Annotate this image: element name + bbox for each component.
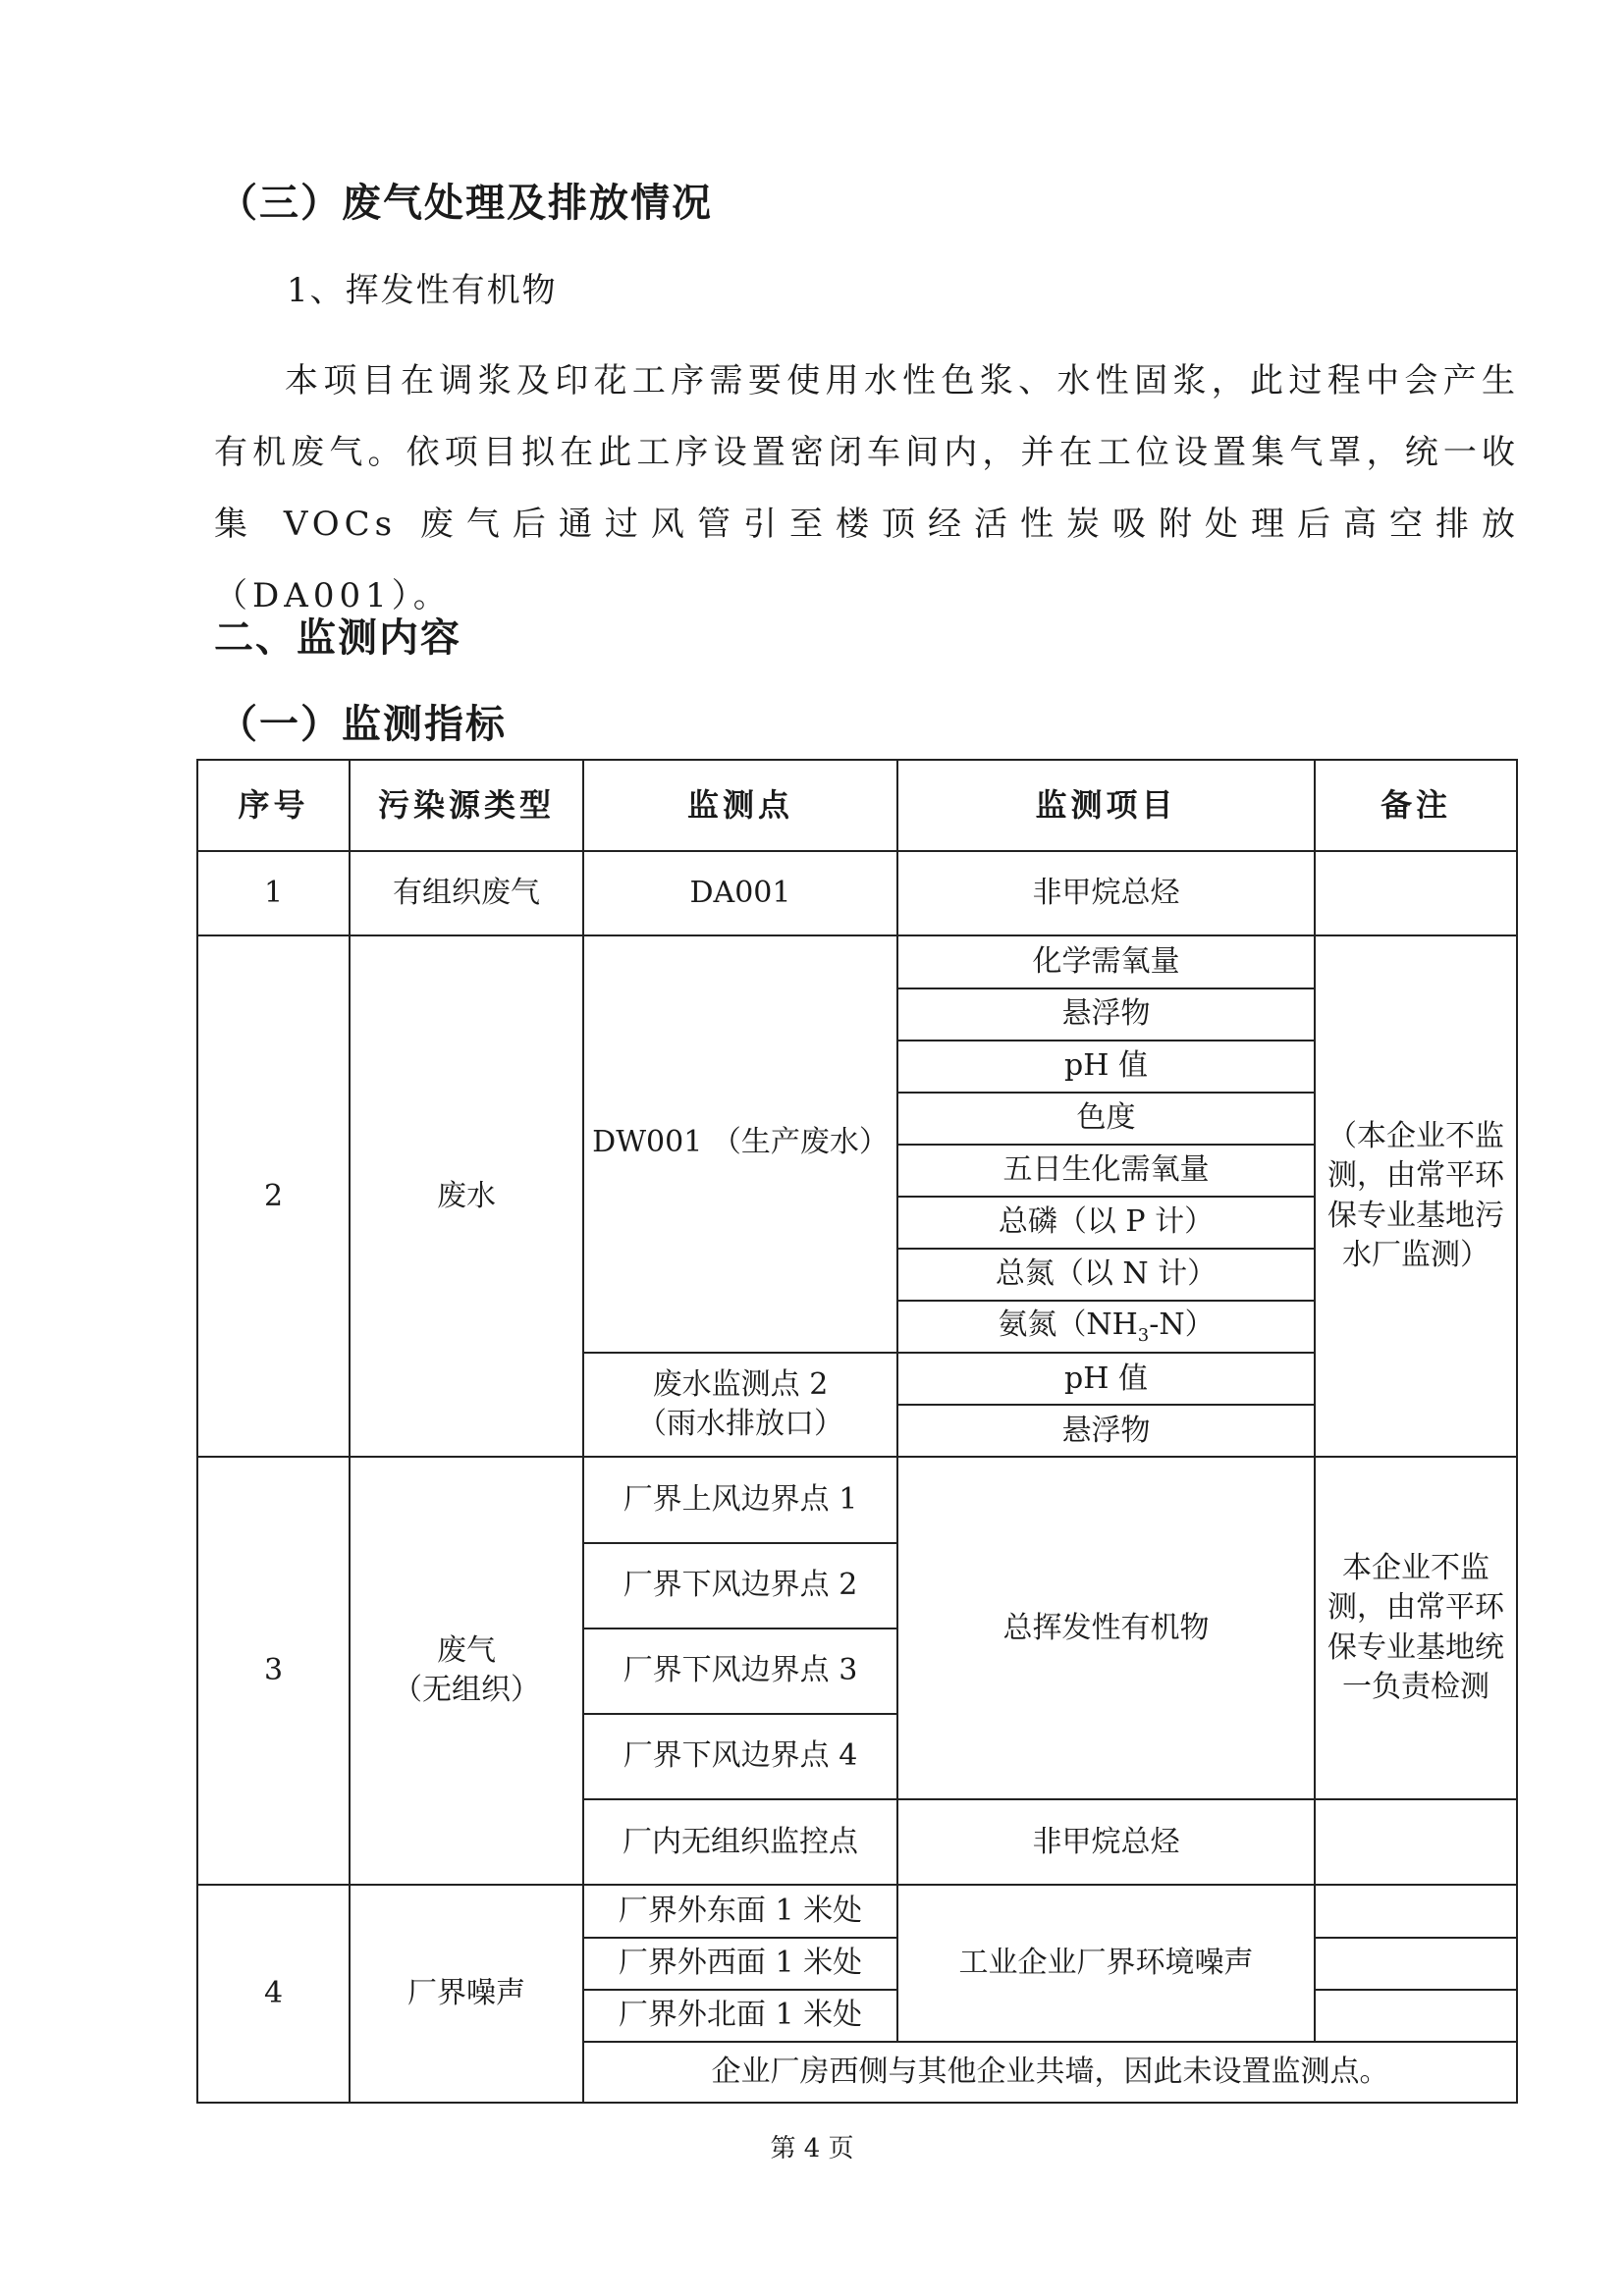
row2-item: 悬浮物 [897,988,1315,1041]
row2-item-ammonia [897,1301,1315,1353]
row3-point: 厂界上风边界点 1 [583,1457,897,1542]
row3-inner-note [1315,1799,1517,1885]
row4-remark: 企业厂房西侧与其他企业共墙，因此未设置监测点。 [583,2042,1517,2103]
table-row [197,935,1517,988]
row2-item: pH 值 [897,1353,1315,1405]
monitoring-heading: 二、监测内容 [214,615,461,661]
row3-type [350,1457,583,1885]
table-row [197,1885,1517,1937]
monitoring-table [196,759,1518,2104]
row1-note [1315,851,1517,935]
row2-item: 色度 [897,1093,1315,1145]
ammonia-sub: 3 [1137,1325,1150,1347]
row3-note: 本企业不监测，由常平环保专业基地统一负责检测 [1315,1457,1517,1799]
ammonia-prefix: 氨氮（NH [998,1308,1138,1343]
row2-point2-line2: （雨水排放口） [637,1407,843,1442]
row4-type: 厂界噪声 [350,1885,583,2103]
row3-inner-point: 厂内无组织监控点 [583,1799,897,1885]
header-type: 污染源类型 [350,760,583,851]
row2-item: pH 值 [897,1041,1315,1093]
row2-item: 总氮（以 N 计） [897,1249,1315,1301]
row3-type-line1: 废气 [437,1632,496,1668]
row1-item: 非甲烷总烃 [897,851,1315,935]
header-no: 序号 [197,760,350,851]
body-paragraph: 本项目在调浆及印花工序需要使用水性色浆、水性固浆，此过程中会产生有机废气。依项目拟在此工序设置密闭车间内，并在工位设置集气罩，统一收集 VOCs 废气后通过风管引至楼顶经活性炭吸附处理后高空排放（DA001）。 [214,361,1520,615]
row2-no: 2 [197,935,350,1457]
page-number: 第 4 页 [770,2134,854,2163]
header-point: 监测点 [583,760,897,851]
row1-no: 1 [197,851,350,935]
row2-item: 化学需氧量 [897,935,1315,988]
item-title: 1、挥发性有机物 [287,271,558,310]
row2-item: 五日生化需氧量 [897,1145,1315,1197]
row4-no: 4 [197,1885,350,2103]
header-item: 监测项目 [897,760,1315,851]
section-heading: （三）废气处理及排放情况 [218,181,713,226]
row2-point1: DW001 （生产废水） [583,935,897,1353]
row2-type: 废水 [350,935,583,1457]
row4-item: 工业企业厂界环境噪声 [897,1885,1315,2041]
row2-item: 悬浮物 [897,1405,1315,1457]
row3-inner-item: 非甲烷总烃 [897,1799,1315,1885]
ammonia-suffix: -N） [1149,1308,1215,1343]
row2-point2 [583,1353,897,1457]
row4-point: 厂界外北面 1 米处 [583,1990,897,2042]
row3-item: 总挥发性有机物 [897,1457,1315,1799]
row4-point: 厂界外西面 1 米处 [583,1938,897,1990]
row2-point2-line1: 废水监测点 2 [652,1366,829,1402]
row2-note: （本企业不监测，由常平环保专业基地污水厂监测） [1315,935,1517,1457]
table-header-row [197,760,1517,851]
row3-no: 3 [197,1457,350,1885]
row4-point: 厂界外东面 1 米处 [583,1885,897,1937]
row3-type-line2: （无组织） [393,1673,540,1708]
header-note: 备注 [1315,760,1517,851]
row3-point: 厂界下风边界点 4 [583,1714,897,1799]
row3-point: 厂界下风边界点 2 [583,1543,897,1629]
row1-type: 有组织废气 [350,851,583,935]
row4-note [1315,1885,1517,1937]
row1-point: DA001 [583,851,897,935]
monitoring-subheading: （一）监测指标 [218,702,507,747]
row4-note [1315,1938,1517,1990]
row3-point: 厂界下风边界点 3 [583,1629,897,1714]
row2-item: 总磷（以 P 计） [897,1197,1315,1249]
table-row [197,851,1517,935]
table-row [197,1457,1517,1542]
row4-note [1315,1990,1517,2042]
